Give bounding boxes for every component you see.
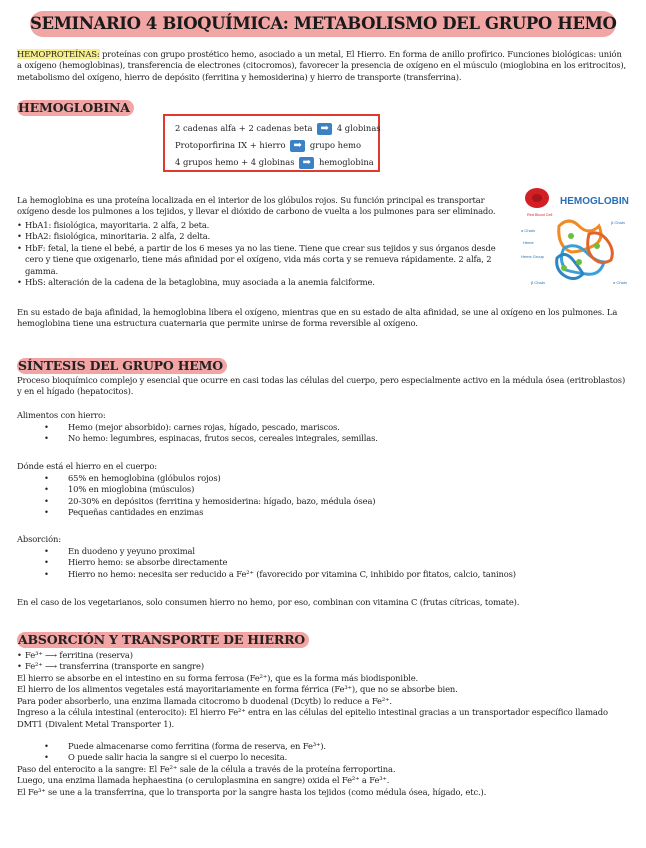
label-heme: Heme [523,240,534,245]
absorption-lines [17,673,629,730]
text-line: El Fe³⁺ se une a la transferrina, que lo transporta por la sangre hasta los tejidos (como médula ósea, hígado, etc.). [17,786,487,797]
formula-line [175,155,378,172]
formula-right: grupo hemo [309,140,362,150]
formula-left: Protoporfirina IX + hierro [175,140,286,150]
hemoglobin-formula-box [163,114,380,172]
formula-right: 4 globinas [336,123,381,133]
intro-paragraph [17,49,629,83]
text-line: Ingreso a la célula intestinal (enterocito): El hierro Fe²⁺ entra en las células del epitelio intestinal gracias a un transportador específico llamado DMT1 (Divalent Metal Transporter 1). [17,707,608,729]
text-line: Para poder absorberlo, una enzima llamada citocromo b duodenal (Dcytb) lo reduce a Fe²⁺. [17,695,392,706]
list-item: • HbA1: fisiológica, mayoritaria. 2 alfa, 2 beta. [17,220,505,231]
list-item: • HbA2: fisiológica, minoritaria. 2 alfa, 2 delta. [17,231,505,242]
sintesis-intro: Proceso bioquímico complejo y esencial que ocurre en casi todas las células del cuerpo, pero especialmente activo en la médula ósea (eritroblastos) y en el hígado (hepatocitos). [17,375,626,397]
formula-line [175,138,378,155]
list-item: • No hemo: legumbres, espinacas, frutos secos, cereales integrales, semillas. [17,433,629,444]
hemoglobin-image-title: HEMOGLOBIN [560,196,629,207]
list-item: • Pequeñas cantidades en enzimas [17,507,629,518]
right-arrow-icon: ➡ [290,140,305,152]
formula-right: hemoglobina [318,157,374,167]
list-item: • Hierro hemo: se absorbe directamente [17,557,629,568]
title-banner [30,11,616,37]
text-line: El hierro se absorbe en el intestino en su forma ferrosa (Fe²⁺), que es la forma más biodisponible. [17,673,419,683]
list-item: • O puede salir hacia la sangre si el cuerpo lo necesita. [17,752,629,763]
list-item: • 10% en mioglobina (músculos) [17,484,629,495]
hemoproteinas-highlight: HEMOPROTEÍNAS: [17,49,100,59]
text-line: Paso del enterocito a la sangre: El Fe²⁺ sale de la célula a través de la proteína ferroportina. [17,764,396,774]
list-item: • Hierro no hemo: necesita ser reducido a Fe²⁺ (favorecido por vitamina C, inhibido por fitatos, calcio, taninos) [17,569,629,580]
hemoglobin-types-list [17,220,505,288]
label-alpha-chain: α Chain [521,228,535,233]
protein-chains [557,221,613,279]
donde-label: Dónde está el hierro en el cuerpo: [17,461,157,471]
heading-hemoglobina: HEMOGLOBINA [17,100,134,116]
iron-forms-list [17,650,629,673]
label-alpha-chain-2: α Chain [613,280,627,285]
list-item: • HbF: fetal, la tiene el bebé, a partir de los 6 meses ya no las tiene. Tiene que crear sus tejidos y sus órganos desde cero y tiene que oxigenarlo, tiene más afinidad por el oxígeno, vida más corta y se renueva rápidamente. 2 alfa, 2 gamma. [17,243,505,277]
heading-sintesis: SÍNTESIS DEL GRUPO HEMO [17,358,227,374]
heading-absorcion-transporte: ABSORCIÓN Y TRANSPORTE DE HIERRO [17,632,309,648]
absorcion-list [17,546,629,580]
label-heme-group: Heme Group [521,254,544,259]
list-item: • 65% en hemoglobina (glóbulos rojos) [17,473,629,484]
formula-left: 4 grupos hemo + 4 globinas [175,157,295,167]
text-line: El hierro de los alimentos vegetales está mayoritariamente en forma férrica (Fe³⁺), que no se absorbe bien. [17,684,458,695]
list-item: • Fe³⁺ ⟶ ferritina (reserva) [17,650,629,661]
list-item: • 20-30% en depósitos (ferritina y hemosiderina: hígado, bazo, médula ósea) [17,496,629,507]
list-item: • Hemo (mejor absorbido): carnes rojas, hígado, pescado, mariscos. [17,422,629,433]
text-line: Luego, una enzima llamada hephaestina (o ceruloplasmina en sangre) oxida el Fe²⁺ a Fe³⁺. [17,775,390,786]
list-item: • Fe²⁺ ⟶ transferrina (transporte en sangre) [17,661,629,672]
right-arrow-icon: ➡ [317,123,332,135]
donde-list [17,473,629,519]
list-item: • Puede almacenarse como ferritina (forma de reserva, en Fe³⁺). [17,741,629,752]
list-item: • En duodeno y yeyuno proximal [17,546,629,557]
label-beta-chain: β Chain [611,220,625,225]
formula-line [175,121,381,138]
formula-left: 2 cadenas alfa + 2 cadenas beta [175,123,313,133]
label-beta-chain-2: β Chain [531,280,545,285]
absorcion-label: Absorción: [17,534,61,544]
alimentos-list [17,422,629,445]
intro-text: proteínas con grupo prostético hemo, asociado a un metal, El Hierro. En forma de anillo profírico. Funciones biológicas: unión a oxígeno (hemoglobinas), transferencia de electrones (citocromos), favorecer la presencia de oxígeno en el músculo (mioglobina en los eritrocitos), metabolismo del oxígeno, hierro de depósito (ferritina y hemosiderina) y hierro de transporte (transferrina). [17,49,627,82]
list-item: • HbS: alteración de la cadena de la betaglobina, muy asociada a la anemia falciforme. [17,277,505,288]
hemoglobin-description: La hemoglobina es una proteína localizada en el interior de los glóbulos rojos. Su función principal es transportar oxígeno desde los pulmones a los tejidos, y llevar el dióxido de carbono de vuelta a los pulmones para ser eliminado. [17,195,496,217]
label-rbc: Red Blood Cell [527,213,553,217]
right-arrow-icon: ➡ [299,157,314,169]
rbc-center [532,194,542,202]
page-title: SEMINARIO 4 BIOQUÍMICA: METABOLISMO DEL GRUPO HEMO [30,14,617,33]
alimentos-label: Alimentos con hierro: [17,410,106,420]
hemoglobin-closing: En su estado de baja afinidad, la hemoglobina libera el oxígeno, mientras que en su estado de alta afinidad, se une al oxígeno en los pulmones. La hemoglobina tiene una estructura cuaternaria que permite unirse de forma reversible al oxígeno. [17,307,618,329]
hemoglobin-illustration [519,186,634,298]
transport-lines [17,764,629,798]
enterocyte-options-list [17,741,629,764]
sintesis-closing: En el caso de los vegetarianos, solo consumen hierro no hemo, por eso, combinan con vitamina C (frutas cítricas, tomate). [17,597,520,607]
